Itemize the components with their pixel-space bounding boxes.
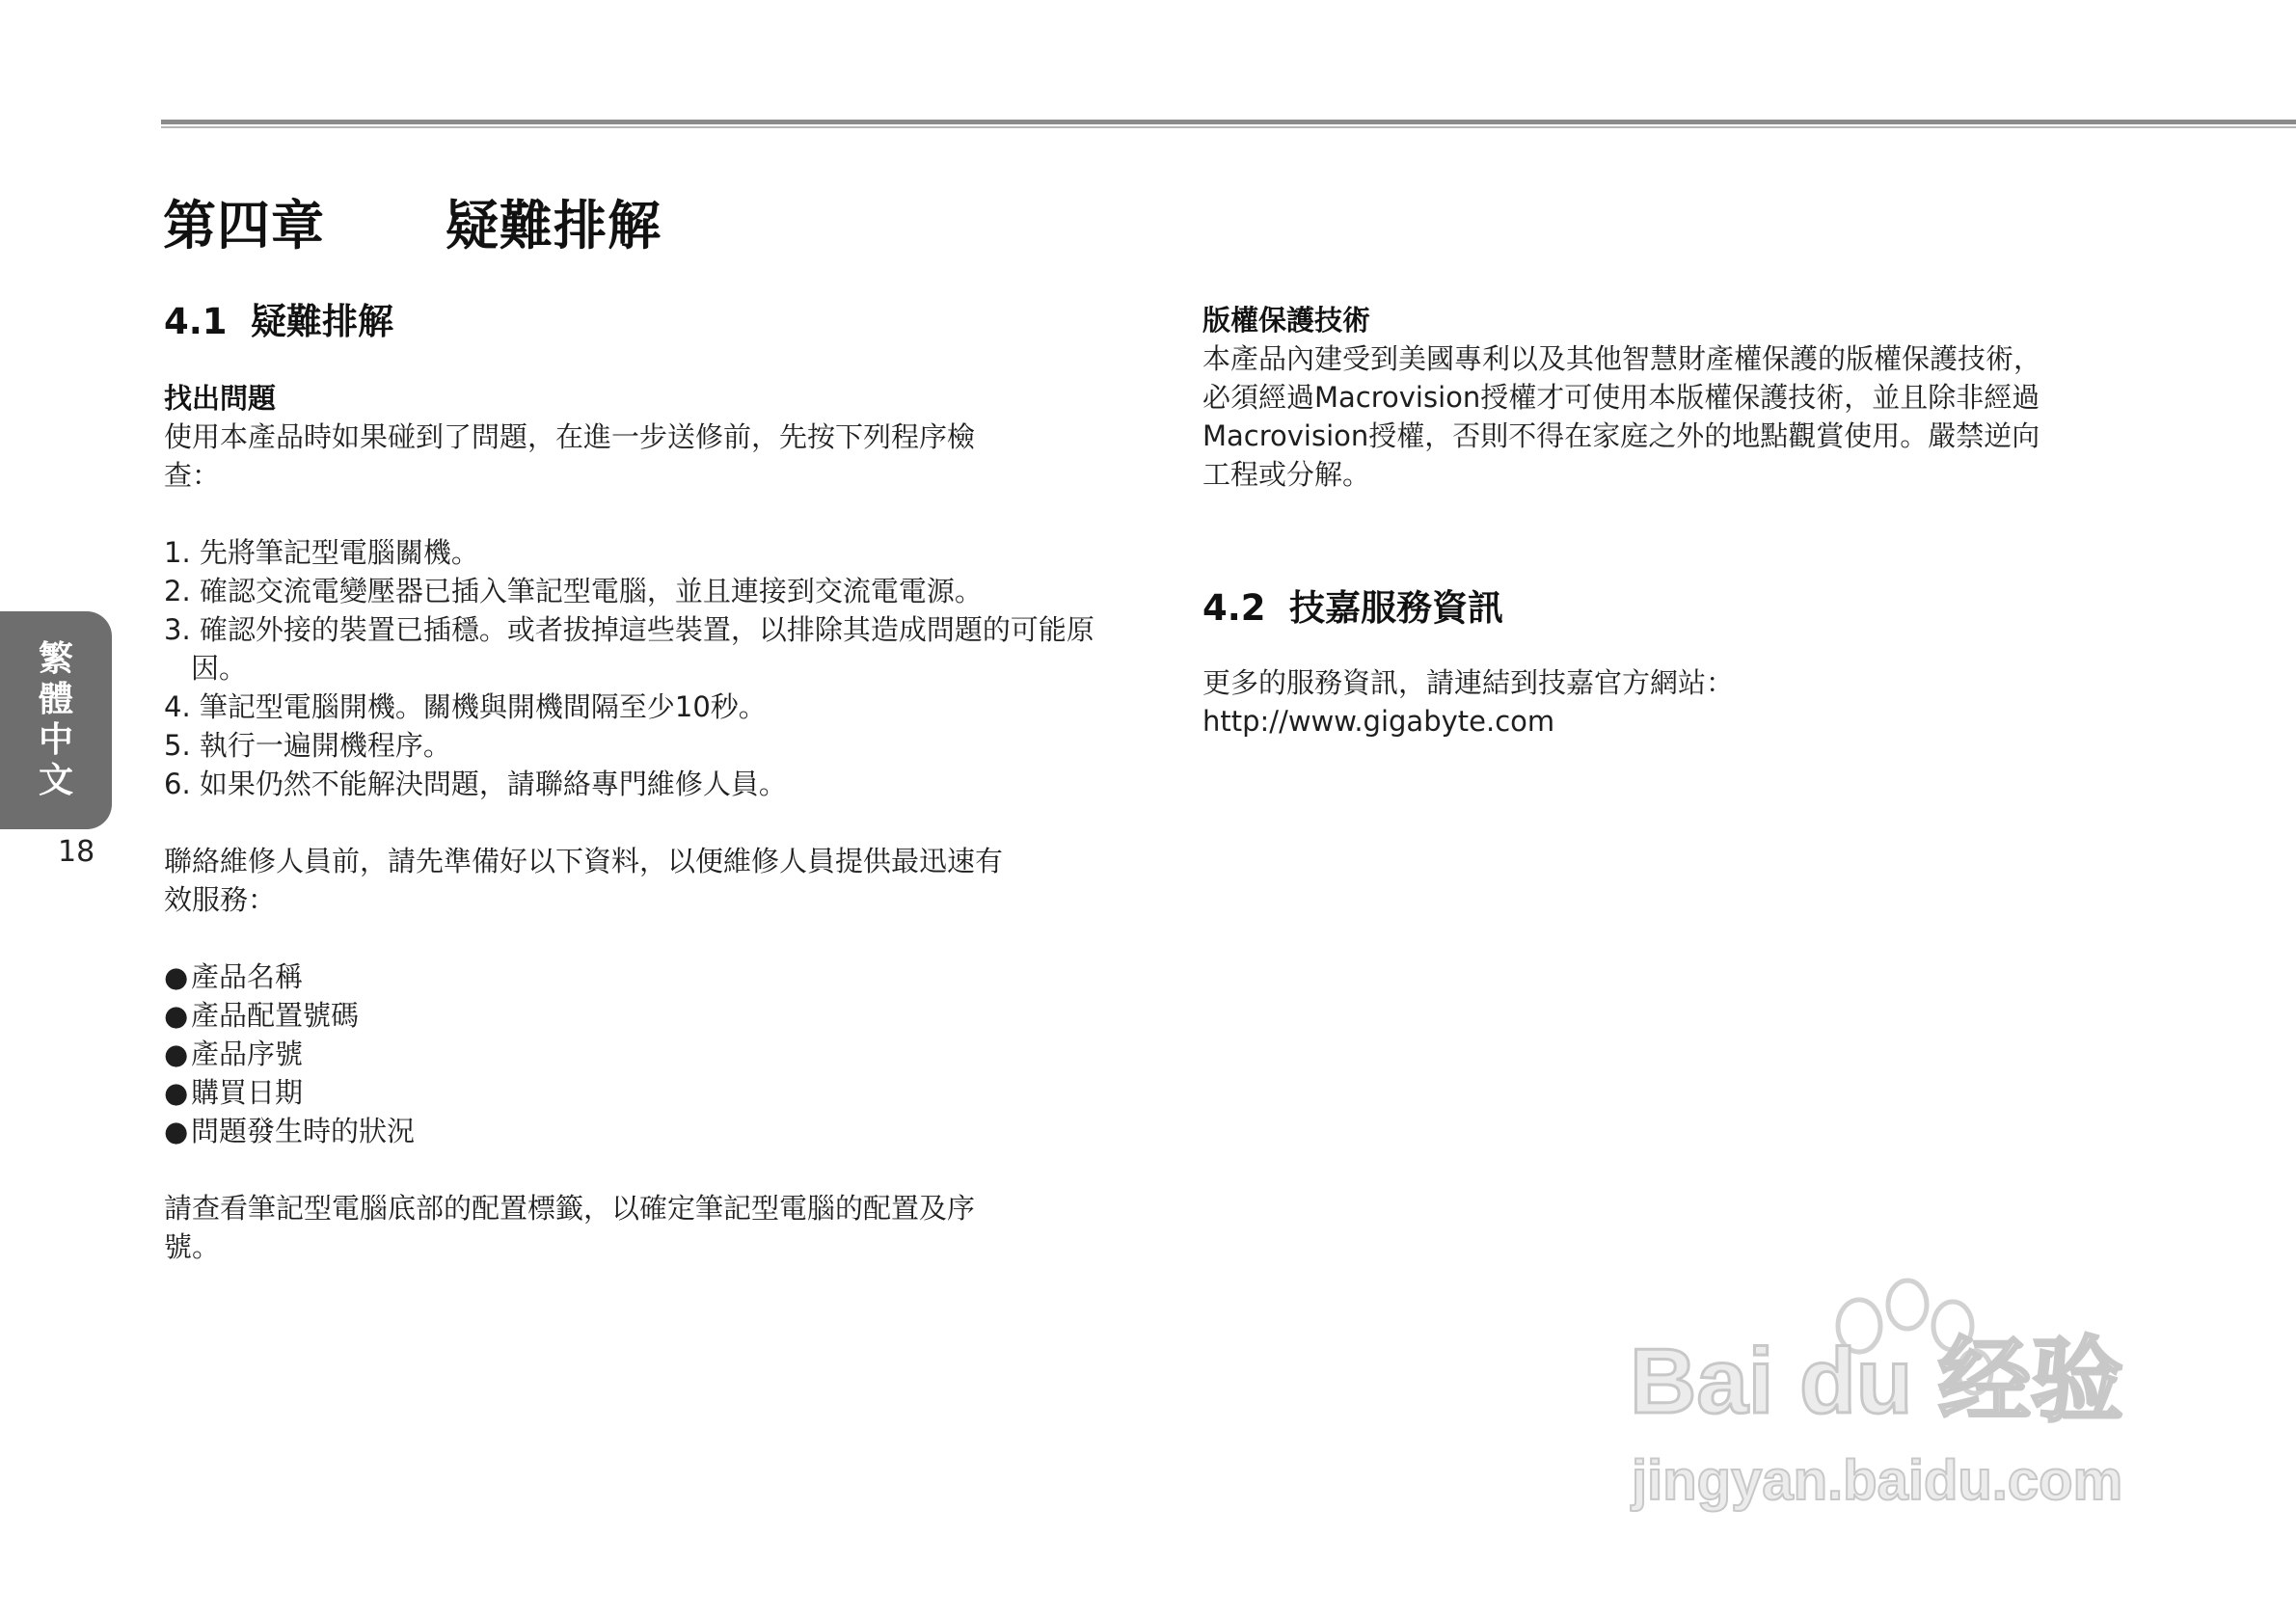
- list-item: 3. 確認外接的裝置已插穩。或者拔掉這些裝置，以排除其造成問題的可能原因。: [164, 613, 1094, 685]
- chapter-title: [163, 183, 662, 259]
- copyright-heading: 版權保護技術: [1202, 304, 1371, 337]
- bullet-icon: ●: [164, 1076, 189, 1109]
- list-item: 4. 筆記型電腦開機。關機與開機間隔至少10秒。: [164, 690, 767, 723]
- watermark-logo: Bai du 经验: [1630, 1330, 2124, 1433]
- website-url: http://www.gigabyte.com: [1202, 705, 1555, 738]
- language-tab: [0, 611, 112, 829]
- language-tab-char: 文: [38, 761, 73, 800]
- section-number: 4.1: [164, 301, 228, 342]
- bullet-icon: ●: [164, 1115, 189, 1147]
- closing-line: 請查看筆記型電腦底部的配置標籤，以確定筆記型電腦的配置及序: [164, 1192, 976, 1225]
- intro-line: 使用本產品時如果碰到了問題，在進一步送修前，先按下列程序檢: [164, 420, 976, 453]
- service-line: 更多的服務資訊，請連結到技嘉官方網站：: [1202, 666, 1735, 699]
- bullet-icon: ●: [164, 999, 189, 1032]
- list-item: 5. 執行一遍開機程序。: [164, 729, 451, 762]
- bullet-icon: ●: [164, 960, 189, 993]
- copyright-paragraph: [1202, 339, 2147, 494]
- section-name: 疑難排解: [251, 301, 393, 342]
- list-item: ●購買日期: [164, 1073, 1094, 1112]
- list-item: ●問題發生時的狀況: [164, 1112, 1094, 1150]
- contact-line: 聯絡維修人員前，請先準備好以下資料，以便維修人員提供最迅速有: [164, 845, 1004, 877]
- section-name: 技嘉服務資訊: [1289, 587, 1503, 629]
- list-item: 1. 先將筆記型電腦關機。: [164, 536, 479, 569]
- watermark-url: jingyan.baidu.com: [1632, 1449, 2123, 1512]
- copyright-line: 工程或分解。: [1202, 458, 1371, 491]
- copyright-line: 本產品內建受到美國專利以及其他智慧財產權保護的版權保護技術，: [1202, 342, 2042, 375]
- copyright-line: Macrovision授權，否則不得在家庭之外的地點觀賞使用。嚴禁逆向: [1202, 419, 2040, 452]
- list-item: 2. 確認交流電變壓器已插入筆記型電腦，並且連接到交流電電源。: [164, 575, 983, 607]
- section-number: 4.2: [1202, 587, 1266, 629]
- section-4-2-title: [1202, 579, 2147, 631]
- list-item: ●產品配置號碼: [164, 996, 1094, 1035]
- bullet-icon: ●: [164, 1038, 189, 1070]
- intro-paragraph: [164, 418, 1094, 495]
- closing-line: 號。: [164, 1230, 221, 1263]
- intro-line: 查：: [164, 459, 221, 492]
- steps-list: [164, 533, 1094, 803]
- header-rule-thin: [161, 126, 2296, 128]
- right-column: [1202, 301, 2147, 741]
- copyright-line: 必須經過Macrovision授權才可使用本版權保護技術，並且除非經過: [1202, 381, 2040, 414]
- list-item: ●產品名稱: [164, 957, 1094, 996]
- left-column: [164, 292, 1094, 1266]
- section-4-1-title: [164, 292, 1094, 344]
- info-bullets: [164, 957, 1094, 1150]
- contact-paragraph: [164, 842, 1094, 919]
- subhead-find-problem: 找出問題: [164, 382, 277, 415]
- language-tab-char: 繁: [38, 639, 73, 679]
- list-item: ●產品序號: [164, 1035, 1094, 1073]
- page-number: 18: [58, 835, 95, 869]
- baidu-watermark: [1620, 1268, 2160, 1528]
- contact-line: 效服務：: [164, 883, 277, 916]
- language-tab-char: 體: [38, 680, 73, 719]
- chapter-name: 疑難排解: [446, 195, 662, 256]
- header-rule: [161, 120, 2296, 124]
- list-item: 6. 如果仍然不能解決問題，請聯絡專門維修人員。: [164, 768, 787, 800]
- language-tab-char: 中: [38, 720, 73, 760]
- chapter-label: 第四章: [163, 195, 326, 256]
- closing-paragraph: [164, 1189, 1094, 1266]
- service-paragraph: [1202, 663, 2147, 741]
